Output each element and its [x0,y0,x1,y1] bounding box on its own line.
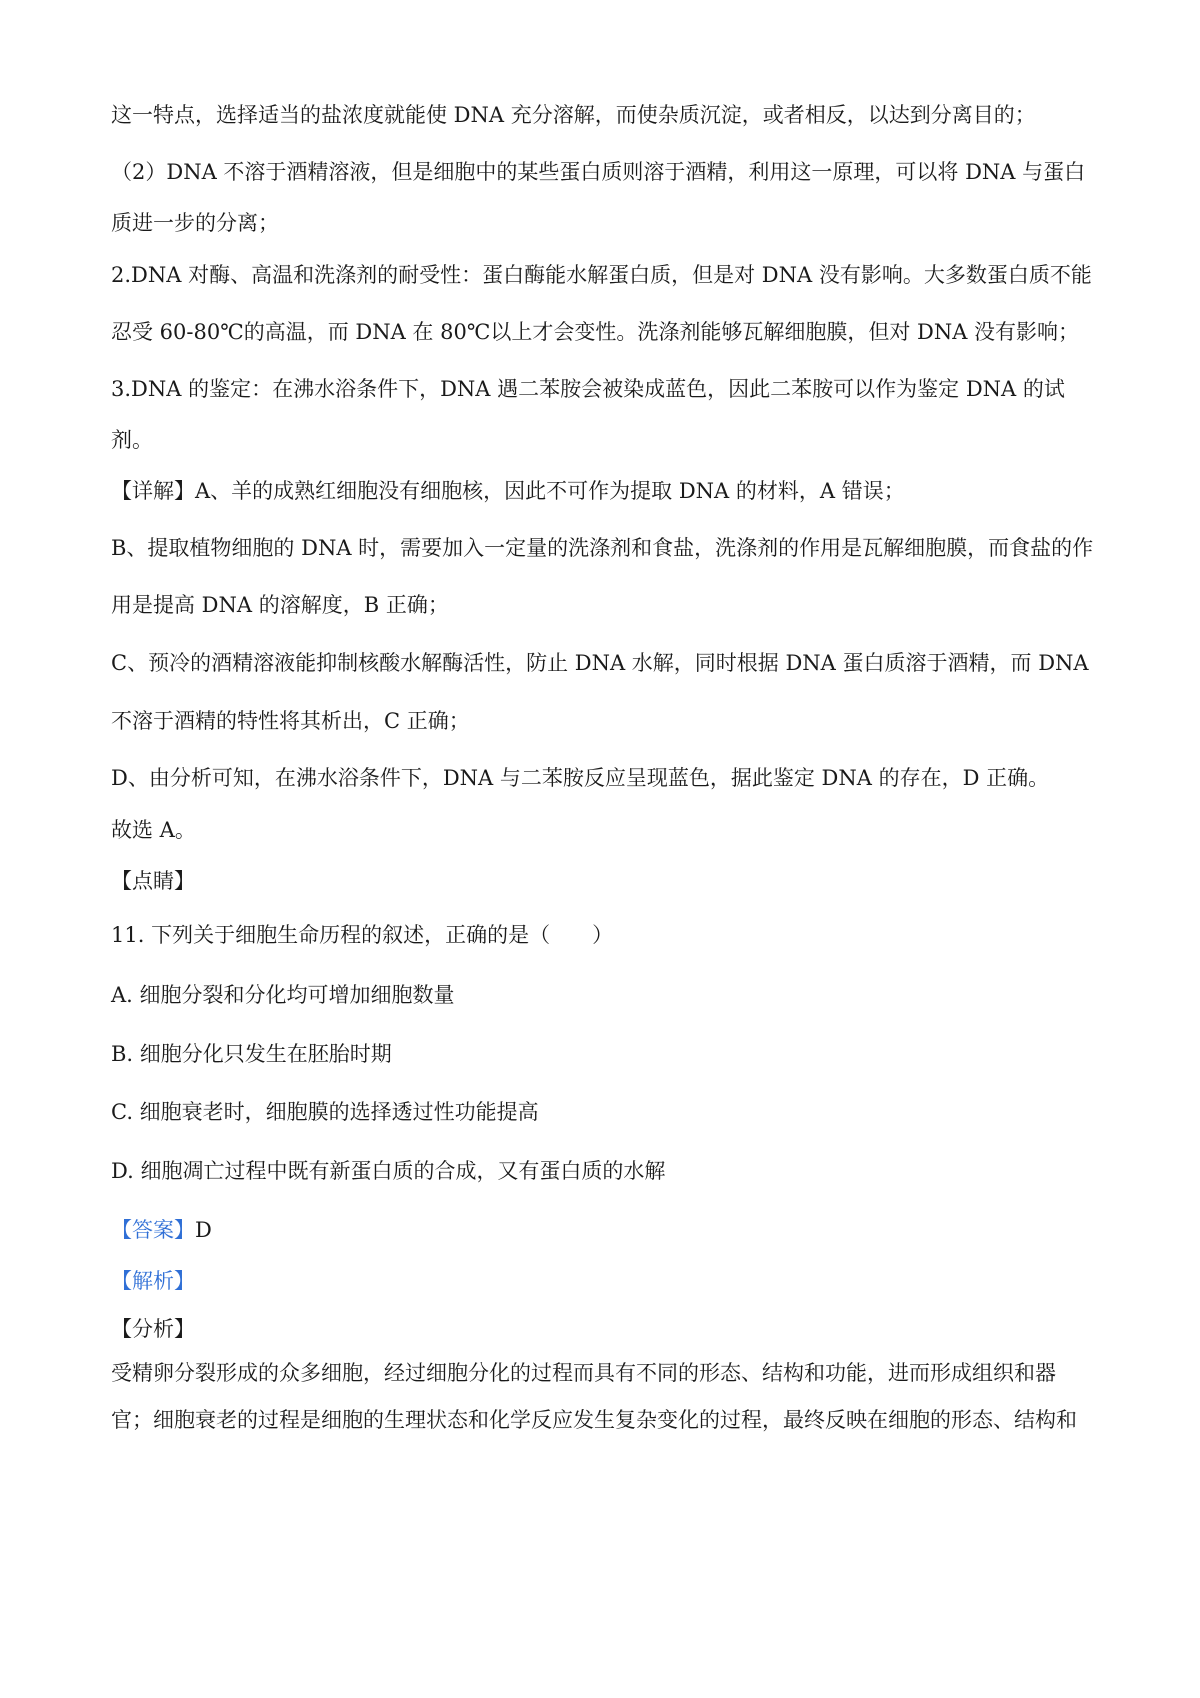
paragraph-line: 这一特点，选择适当的盐浓度就能使 DNA 充分溶解，而使杂质沉淀，或者相反，以达到分离目的； [111,103,1036,127]
answer-value: D [195,1218,212,1242]
paragraph-line: 3.DNA 的鉴定：在沸水浴条件下，DNA 遇二苯胺会被染成蓝色，因此二苯胺可以作为鉴定 DNA 的试 [111,377,1065,401]
paragraph-line: 不溶于酒精的特性将其析出，C 正确； [111,709,470,733]
paragraph-line: 2.DNA 对酶、高温和洗涤剂的耐受性：蛋白酶能水解蛋白质，但是对 DNA 没有影响。大多数蛋白质不能 [111,263,1092,287]
answer-line [111,1215,1101,1245]
section-heading: 【分析】 [111,1317,195,1341]
paragraph-line: （2）DNA 不溶于酒精溶液，但是细胞中的某些蛋白质则溶于酒精，利用这一原理，可以将 DNA 与蛋白 [111,160,1086,184]
paragraph-line: 故选 A。 [111,818,196,842]
paragraph-line: 剂。 [111,428,153,452]
analysis-heading: 【解析】 [111,1269,195,1293]
answer-label: 【答案】 [111,1218,195,1242]
option-d: D. 细胞凋亡过程中既有新蛋白质的合成，又有蛋白质的水解 [111,1159,666,1183]
paragraph-line: C、预冷的酒精溶液能抑制核酸水解酶活性，防止 DNA 水解，同时根据 DNA 蛋白质溶于酒精，而 DNA [111,651,1089,675]
paragraph-line: 忍受 60-80℃的高温，而 DNA 在 80℃以上才会变性。洗涤剂能够瓦解细胞膜，但对 DNA 没有影响； [111,320,1080,344]
paragraph-line: D、由分析可知，在沸水浴条件下，DNA 与二苯胺反应呈现蓝色，据此鉴定 DNA 的存在，D 正确。 [111,766,1050,790]
option-a: A. 细胞分裂和分化均可增加细胞数量 [111,983,455,1007]
option-b: B. 细胞分化只发生在胚胎时期 [111,1042,392,1066]
paragraph-line: B、提取植物细胞的 DNA 时，需要加入一定量的洗涤剂和食盐，洗涤剂的作用是瓦解细胞膜，而食盐的作 [111,536,1094,560]
paragraph-line: 质进一步的分离； [111,211,279,235]
section-heading: 【点睛】 [111,869,195,893]
paragraph-line: 受精卵分裂形成的众多细胞，经过细胞分化的过程而具有不同的形态、结构和功能，进而形成组织和器 [111,1361,1056,1385]
paragraph-line: 用是提高 DNA 的溶解度，B 正确； [111,593,449,617]
question-stem: 11. 下列关于细胞生命历程的叙述，正确的是（ ） [111,923,614,947]
paragraph-line: 【详解】A、羊的成熟红细胞没有细胞核，因此不可作为提取 DNA 的材料，A 错误； [111,479,905,503]
paragraph-line: 官；细胞衰老的过程是细胞的生理状态和化学反应发生复杂变化的过程，最终反映在细胞的形态、结构和 [111,1408,1077,1432]
option-c: C. 细胞衰老时，细胞膜的选择透过性功能提高 [111,1100,539,1124]
